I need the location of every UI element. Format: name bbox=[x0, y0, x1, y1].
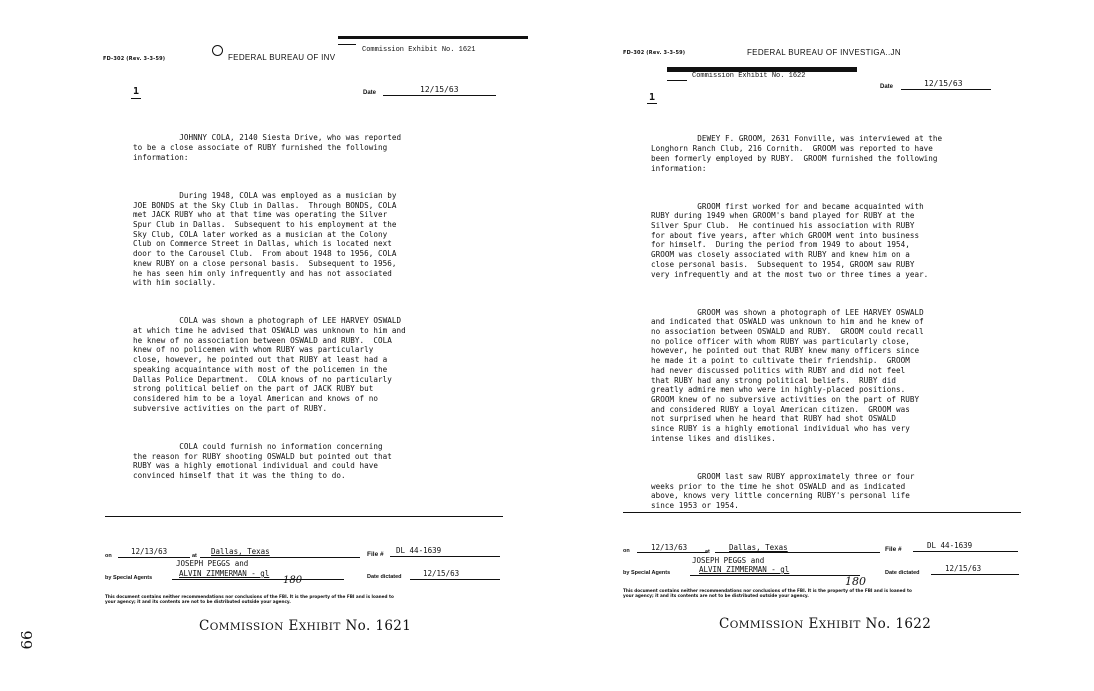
file-underline bbox=[913, 551, 1018, 552]
form-number: FD-302 (Rev. 3-3-59) bbox=[623, 50, 686, 56]
disclaimer: This document contains neither recommendations nor conclusions of the FBI. It is the property of the FBI and is loaned to your agency; it and its contents are not to be distributed outside your agency. bbox=[623, 588, 912, 599]
date-label: Date bbox=[880, 84, 894, 90]
handwritten-number: 180 bbox=[283, 575, 303, 586]
special-agents-label: by Special Agents bbox=[105, 575, 153, 581]
report-date: 12/15/63 bbox=[420, 85, 459, 94]
at-label: at bbox=[705, 549, 710, 555]
interview-location: Dallas, Texas bbox=[729, 543, 788, 552]
page-index-underline bbox=[647, 103, 657, 104]
report-body bbox=[651, 115, 942, 539]
exhibit-strip-dash bbox=[338, 44, 356, 45]
location-underline bbox=[200, 557, 360, 558]
paragraph: During 1948, COLA was employed as a musician by JOE BONDS at the Sky Club in Dallas. Through BONDS, COLA met JACK RUBY who at that time was operating the Silver Spur Club in Dallas. Subsequent to his employment at the Sky Club, COLA later worked as a musician at the Colony Club on Commerce Street in Dallas, which is located next door to the Carousel Club. From about 1948 to 1956, COLA knew RUBY on a close personal basis. Subsequent to 1956, he has seen him only infrequently and has not associated with him socially. bbox=[133, 190, 397, 288]
dictated-underline bbox=[410, 579, 500, 580]
form-number: FD-302 (Rev. 3-3-59) bbox=[103, 56, 166, 62]
dictated-label: Date dictated bbox=[885, 570, 920, 576]
footer-rule bbox=[623, 512, 1021, 513]
agent-underline bbox=[172, 579, 344, 580]
on-label: on bbox=[623, 548, 630, 554]
bureau-header: FEDERAL BUREAU OF INV bbox=[228, 53, 336, 62]
agent-name-1: JOSEPH PEGGS and bbox=[176, 559, 249, 568]
agent-underline bbox=[690, 575, 860, 576]
location-underline bbox=[715, 552, 880, 553]
dictated-date: 12/15/63 bbox=[423, 569, 460, 578]
paragraph: GROOM was shown a photograph of LEE HARVEY OSWALD and indicated that OSWALD was unknown to him and he knew of no association between OSWALD and RUBY. GROOM could recall no police officer with whom RUBY was particularly close, however, he pointed out that RUBY knew many officers since he made it a point to cultivate their friendship. GROOM had never discussed politics with RUBY and did not feel that RUBY had any strong political beliefs. RUBY did greatly admire men who were in highly-placed positions. GROOM knew of no subversive activities on the part of RUBY and considered RUBY a loyal American citizen. GROOM was not surprised when he heard that RUBY had shot OSWALD since RUBY is a highly emotional individual who has very intense likes and dislikes. bbox=[651, 307, 924, 443]
at-label: at bbox=[192, 553, 197, 559]
fbi-report-right bbox=[547, 0, 1094, 691]
exhibit-strip-bar bbox=[338, 36, 528, 39]
exhibit-strip-label: Commission Exhibit No. 1622 bbox=[692, 72, 806, 80]
page-index: 1 bbox=[649, 92, 656, 103]
disclaimer: This document contains neither recommendations nor conclusions of the FBI. It is the property of the FBI and is loaned to your agency; it and its contents are not to be distributed outside your agency. bbox=[105, 594, 394, 605]
date-label: Date bbox=[363, 90, 377, 96]
interview-date: 12/13/63 bbox=[651, 543, 688, 552]
file-label: File # bbox=[367, 551, 384, 558]
punch-hole-icon bbox=[212, 45, 223, 56]
date-underline bbox=[901, 89, 991, 90]
paragraph: COLA could furnish no information concerning the reason for RUBY shooting OSWALD but pointed out that RUBY was a highly emotional individual and could have convinced himself that it was the thing to do. bbox=[133, 441, 392, 480]
dictated-date: 12/15/63 bbox=[945, 564, 982, 573]
interview-date-underline bbox=[118, 557, 190, 558]
paragraph: GROOM first worked for and became acquainted with RUBY during 1949 when GROOM's band played for RUBY at the Silver Spur Club. He continued his association with RUBY for about five years, after which GROOM went into business for himself. During the period from 1949 to about 1954, GROOM was closely associated with RUBY and knew him on a close personal basis. Subsequent to 1954, GROOM saw RUBY very infrequently and at the most two or three times a year. bbox=[651, 201, 929, 279]
footer-rule bbox=[105, 516, 503, 517]
on-label: on bbox=[105, 553, 112, 559]
special-agents-label: by Special Agents bbox=[623, 570, 671, 576]
report-date: 12/15/63 bbox=[924, 79, 963, 88]
page-index-underline bbox=[131, 98, 141, 99]
bureau-header: FEDERAL BUREAU OF INVESTIGA..JN bbox=[747, 48, 901, 57]
interview-date-underline bbox=[637, 552, 707, 553]
handwritten-number: 180 bbox=[845, 575, 866, 588]
file-number: DL 44-1639 bbox=[927, 541, 973, 550]
dictated-label: Date dictated bbox=[367, 574, 402, 580]
agent-name-2: ALVIN ZIMMERMAN - gl bbox=[179, 569, 270, 578]
agent-name-2: ALVIN ZIMMERMAN - gl bbox=[699, 565, 790, 574]
exhibit-strip-label: Commission Exhibit No. 1621 bbox=[362, 46, 476, 54]
agent-name-1: JOSEPH PEGGS and bbox=[692, 556, 765, 565]
dictated-underline bbox=[931, 574, 1019, 575]
page-number: 66 bbox=[18, 630, 36, 650]
exhibit-caption: COMMISSION EXHIBIT No. 1621 bbox=[199, 618, 412, 634]
date-underline bbox=[383, 95, 496, 96]
exhibit-strip-dash bbox=[667, 80, 687, 81]
report-body bbox=[133, 114, 406, 509]
exhibit-caption: COMMISSION EXHIBIT No. 1622 bbox=[719, 616, 932, 632]
file-underline bbox=[390, 556, 500, 557]
paragraph: GROOM last saw RUBY approximately three or four weeks prior to the time he shot OSWALD and as indicated above, knows very little concerning RUBY's personal life since 1953 or 1954. bbox=[651, 471, 915, 511]
interview-date: 12/13/63 bbox=[131, 547, 168, 556]
page-index: 1 bbox=[133, 86, 140, 97]
paragraph: DEWEY F. GROOM, 2631 Fonville, was interviewed at the Longhorn Ranch Club, 216 Cornith. GROOM was reported to have been formerly employed by RUBY. GROOM furnished the following information: bbox=[651, 134, 943, 173]
file-number: DL 44-1639 bbox=[396, 546, 442, 555]
interview-location: Dallas, Texas bbox=[211, 547, 270, 556]
paragraph: JOHNNY COLA, 2140 Siesta Drive, who was reported to be a close associate of RUBY furnished the following information: bbox=[133, 133, 402, 162]
paragraph: COLA was shown a photograph of LEE HARVEY OSWALD at which time he advised that OSWALD was unknown to him and he knew of no association between OSWALD and RUBY. COLA knew of no policemen with whom RUBY was particularly close, however, he pointed out that RUBY at least had a speaking acquaintance with most of the policemen in the Dallas Police Department. COLA knows of no particularly strong political belief on the part of JACK RUBY but considered him to be a loyal American and knows of no subversive activities on the part of RUBY. bbox=[133, 316, 406, 413]
file-label: File # bbox=[885, 546, 902, 553]
